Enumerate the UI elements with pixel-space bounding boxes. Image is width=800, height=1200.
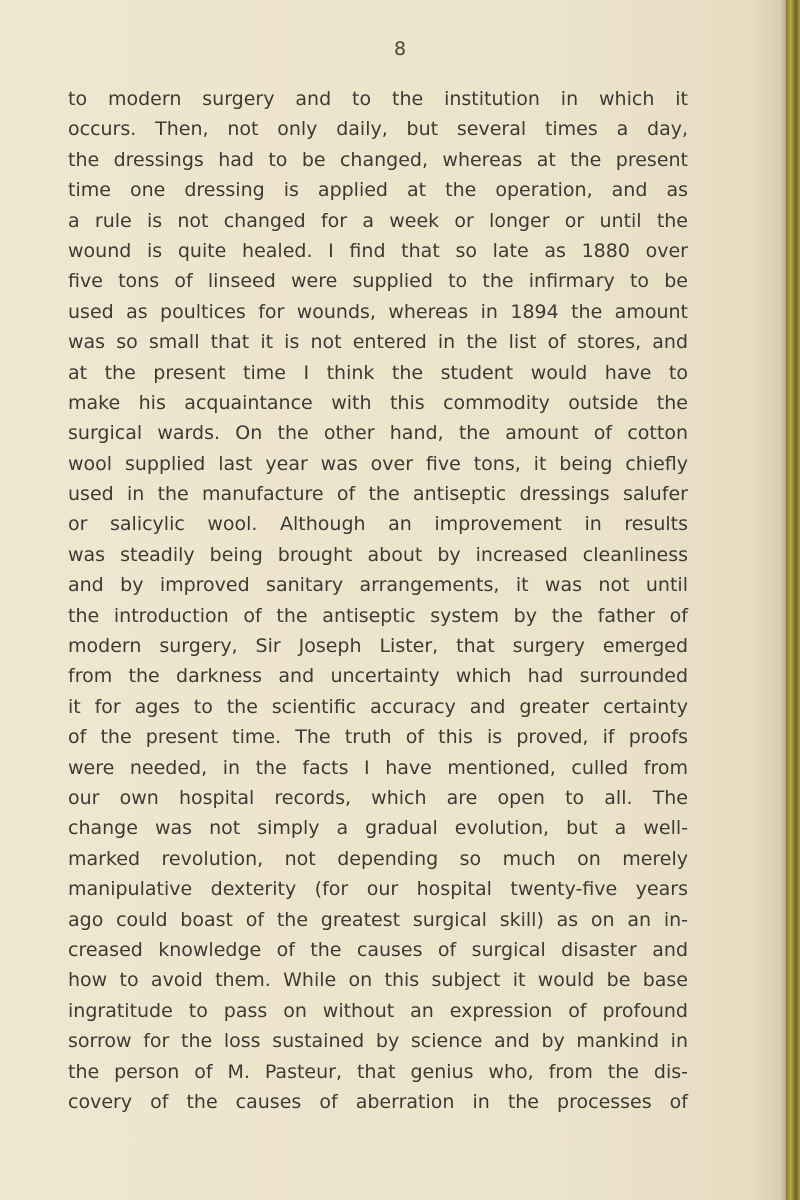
- text-line: used in the manufacture of the antiseptic dressings salufer: [68, 483, 688, 506]
- text-line: our own hospital records, which are open to all. The: [68, 786, 688, 809]
- text-line: were needed, in the facts I have mentioned, culled from: [68, 756, 688, 779]
- page-number: 8: [393, 38, 407, 60]
- text-line: used as poultices for wounds, whereas in 1894 the amount: [68, 300, 688, 323]
- text-line: change was not simply a gradual evolution, but a well-: [68, 817, 688, 840]
- text-line: make his acquaintance with this commodity outside the: [68, 391, 688, 414]
- text-line: modern surgery, Sir Joseph Lister, that surgery emerged: [68, 635, 688, 658]
- text-line: the introduction of the antiseptic system by the father of: [68, 604, 688, 627]
- text-line: the dressings had to be changed, whereas at the present: [68, 148, 688, 171]
- text-line: ingratitude to pass on without an expression of profound: [68, 999, 688, 1022]
- text-line: sorrow for the loss sustained by science and by mankind in: [68, 1030, 688, 1053]
- text-line: how to avoid them. While on this subject it would be base: [68, 969, 688, 992]
- text-line: from the darkness and uncertainty which had surrounded: [68, 665, 688, 688]
- book-edge-strip: [786, 0, 800, 1200]
- text-line: or salicylic wool. Although an improvement in results: [68, 513, 688, 536]
- text-line: covery of the causes of aberration in the processes of: [68, 1090, 688, 1113]
- text-line: creased knowledge of the causes of surgical disaster and: [68, 938, 688, 961]
- text-line: wound is quite healed. I find that so late as 1880 over: [68, 239, 688, 262]
- text-line: a rule is not changed for a week or longer or until the: [68, 209, 688, 232]
- text-line: surgical wards. On the other hand, the amount of cotton: [68, 422, 688, 445]
- text-line: of the present time. The truth of this is proved, if proofs: [68, 726, 688, 749]
- text-line: occurs. Then, not only daily, but several times a day,: [68, 118, 688, 141]
- text-line: and by improved sanitary arrangements, it was not until: [68, 574, 688, 597]
- text-line: wool supplied last year was over five tons, it being chiefly: [68, 452, 688, 475]
- text-line: five tons of linseed were supplied to the infirmary to be: [68, 270, 688, 293]
- text-line: time one dressing is applied at the operation, and as: [68, 179, 688, 202]
- text-line: was so small that it is not entered in the list of stores, and: [68, 331, 688, 354]
- text-line: it for ages to the scientific accuracy and greater certainty: [68, 695, 688, 718]
- text-line: marked revolution, not depending so much on merely: [68, 847, 688, 870]
- text-line: was steadily being brought about by increased cleanliness: [68, 543, 688, 566]
- text-line: to modern surgery and to the institution in which it: [68, 88, 688, 110]
- text-line: at the present time I think the student would have to: [68, 361, 688, 384]
- text-line: ago could boast of the greatest surgical skill) as on an in-: [68, 908, 688, 931]
- text-line: manipulative dexterity (for our hospital twenty-five years: [68, 878, 688, 901]
- text-line: the person of M. Pasteur, that genius who, from the dis-: [68, 1060, 688, 1083]
- body-text: [68, 84, 688, 1117]
